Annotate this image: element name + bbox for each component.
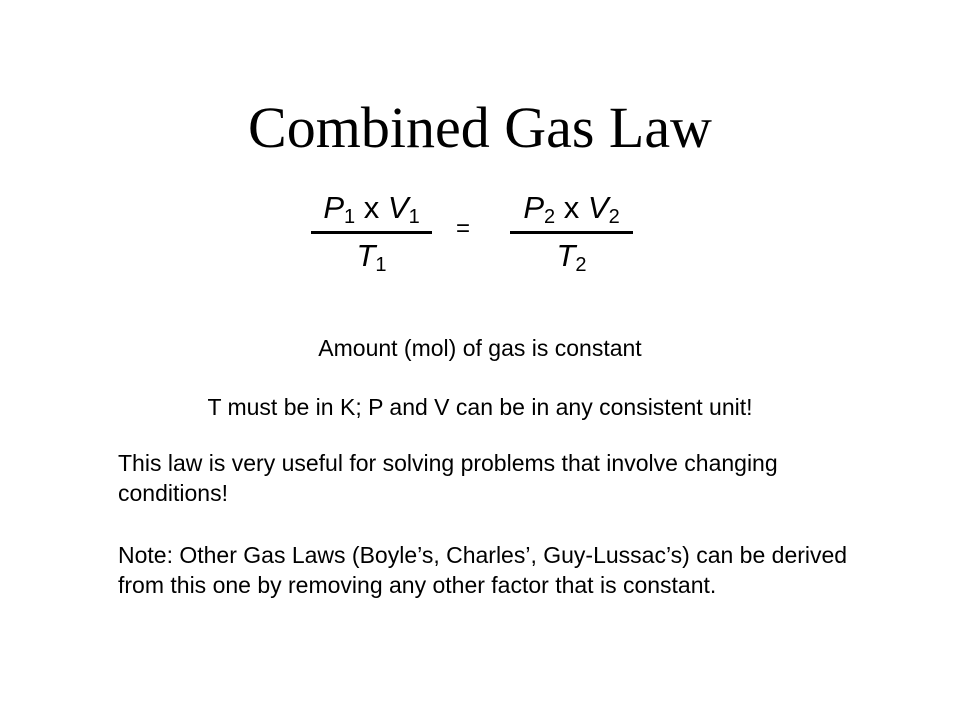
pressure-symbol-2: P [523, 190, 544, 225]
left-denominator [311, 236, 432, 276]
volume-symbol-1: V [387, 190, 409, 225]
temperature-subscript-1: 1 [375, 254, 387, 276]
temperature-subscript-2: 2 [575, 254, 587, 276]
note-paragraph: Note: Other Gas Laws (Boyle’s, Charles’, Guy-Lussac’s) can be derived from this one by removing any other factor that is constant. [118, 542, 848, 598]
left-fraction [311, 188, 432, 276]
usefulness-paragraph: This law is very useful for solving problems that involve changing conditions! [118, 450, 778, 506]
units-text: T must be in K; P and V can be in any consistent unit! [207, 394, 753, 420]
volume-symbol-2: V [587, 190, 609, 225]
pressure-subscript-2: 2 [544, 206, 556, 228]
temperature-symbol-1: T [356, 238, 376, 273]
fraction-bar-left [311, 231, 432, 234]
temperature-symbol-2: T [556, 238, 576, 273]
left-numerator [311, 188, 432, 228]
fraction-bar-right [510, 231, 633, 234]
volume-subscript-2: 2 [608, 206, 620, 228]
right-denominator [510, 236, 633, 276]
pressure-symbol-1: P [323, 190, 344, 225]
pressure-subscript-1: 1 [344, 206, 356, 228]
slide-title: Combined Gas Law [248, 95, 712, 160]
times-operator-1: x [363, 190, 380, 225]
volume-subscript-1: 1 [408, 206, 420, 228]
times-operator-2: x [563, 190, 580, 225]
amount-constant-text: Amount (mol) of gas is constant [318, 335, 642, 361]
right-fraction [510, 188, 633, 276]
right-numerator [510, 188, 633, 228]
equals-sign: = [456, 215, 471, 242]
